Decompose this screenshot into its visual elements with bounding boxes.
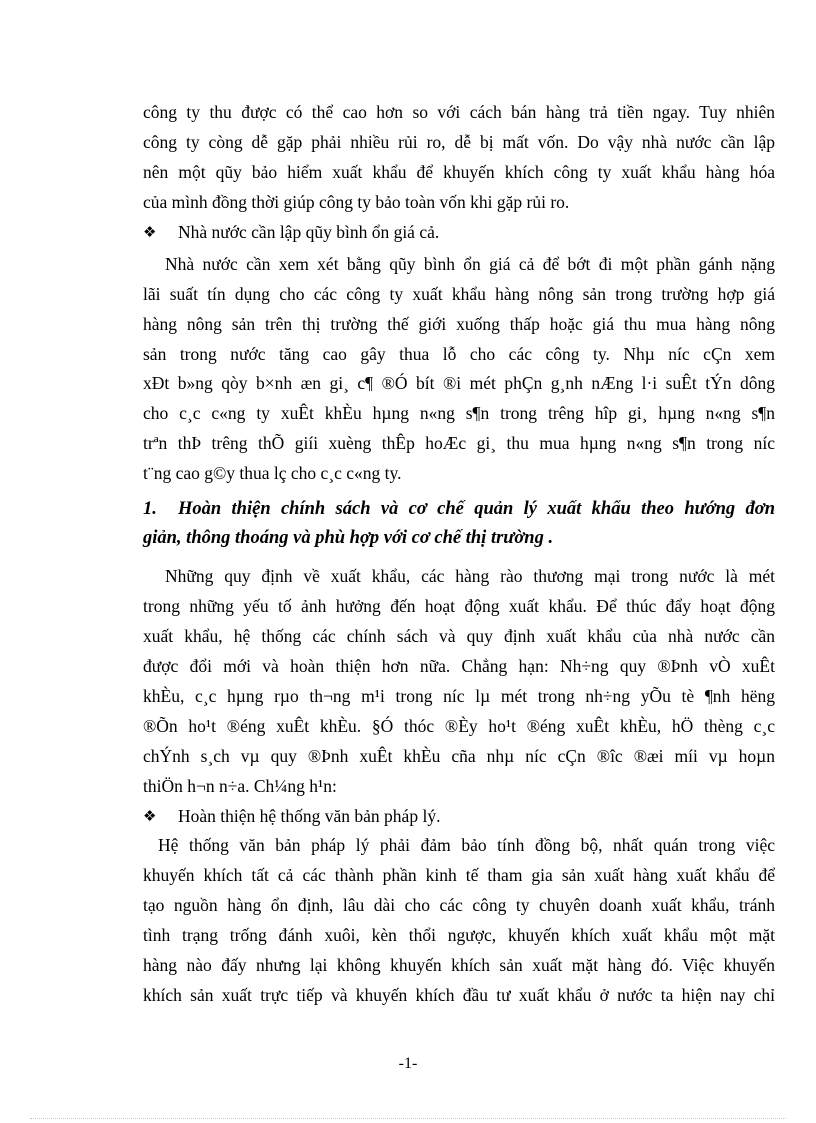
heading-line: giản, thông thoáng và phù hợp với cơ chế thị trường .	[143, 528, 554, 548]
text-line: thiÖn h¬n n÷a. Ch¼ng h¹n:	[143, 776, 337, 796]
text-line: hàng nào đấy nhưng lại không khuyến khích sản xuất mặt hàng đó. Việc khuyến	[143, 955, 775, 975]
text-line: của mình đồng thời giúp công ty bảo toàn vốn khi gặp rủi ro.	[143, 192, 570, 212]
text-line: cho c¸c c«ng ty xuÊt khÈu hµng n«ng s¶n trong trêng hîp gi¸ hµng n«ng s¶n	[143, 403, 775, 423]
bullet-text: Hoàn thiện hệ thống văn bản pháp lý.	[178, 806, 441, 826]
text-line: khuyến khích tất cả các thành phần kinh tế tham gia sản xuất hàng xuất khẩu để	[143, 865, 775, 885]
text-line: hàng nông sản trên thị trường thế giới xuống thấp hoặc giá thu mua hàng nông	[143, 314, 775, 334]
text-line: trªn thÞ trêng thÕ giíi xuèng thÊp hoÆc gi¸ thu mua hµng n«ng s¶n trong níc	[143, 433, 775, 453]
diamond-bullet-icon: ❖	[143, 809, 157, 825]
text-line: xÐt b»ng qòy b×nh æn gi¸ c¶ ®Ó bít ®i mét phÇn g¸nh nÆng l·i suÊt tÝn dông	[143, 373, 775, 393]
text-line: Hệ thống văn bản pháp lý phải đảm bảo tính đồng bộ, nhất quán trong việc	[158, 835, 775, 855]
section-number: 1.	[143, 499, 157, 519]
page-number: -1-	[398, 1055, 418, 1072]
text-line: công ty còng dễ gặp phải nhiều rủi ro, dễ bị mất vốn. Do vậy nhà nước cần lập	[143, 132, 775, 152]
text-line: công ty thu được có thể cao hơn so với cách bán hàng trả tiền ngay. Tuy nhiên	[143, 102, 775, 122]
text-line: sản trong nước tăng cao gây thua lỗ cho các công ty. Nhµ níc cÇn xem	[143, 344, 775, 364]
text-line: lãi suất tín dụng cho các công ty xuất khẩu hàng nông sản trong trường hợp giá	[143, 284, 775, 304]
text-line: Những quy định về xuất khẩu, các hàng rào thương mại trong nước là mét	[165, 566, 775, 586]
text-line: ®Õn ho¹t ®éng xuÊt khÈu. §Ó thóc ®Èy ho¹t ®éng xuÊt khÈu, hÖ thèng c¸c	[143, 716, 775, 736]
text-line: nên một qũy bảo hiểm xuất khẩu để khuyến khích công ty xuất khẩu hàng hóa	[143, 162, 775, 182]
text-line: được đổi mới và hoàn thiện hơn nữa. Chẳng hạn: Nh÷ng quy ®Þnh vÒ xuÊt	[143, 656, 775, 676]
text-line: tình trạng trống đánh xuôi, kèn thổi ngược, khuyến khích xuất khẩu một mặt	[143, 925, 775, 945]
text-line: tạo nguồn hàng ổn định, lâu dài cho các công ty chuyên doanh xuất khẩu, tránh	[143, 895, 775, 915]
heading-line: Hoàn thiện chính sách và cơ chế quản lý xuất khẩu theo hướng đơn	[178, 499, 775, 519]
text-line: trong những yếu tố ảnh hưởng đến hoạt động xuất khẩu. Để thúc đẩy hoạt động	[143, 596, 775, 616]
text-line: khÈu, c¸c hµng rµo th¬ng m¹i trong níc lµ mét trong nh÷ng yÕu tè ¶nh hëng	[143, 686, 775, 706]
text-line: Nhà nước cần xem xét bằng qũy bình ổn giá cả để bớt đi một phần gánh nặng	[165, 254, 775, 274]
page-bottom-edge	[30, 1118, 786, 1119]
text-line: t¨ng cao g©y thua lç cho c¸c c«ng ty.	[143, 463, 402, 483]
diamond-bullet-icon: ❖	[143, 225, 157, 241]
bullet-text: Nhà nước cần lập qũy bình ổn giá cả.	[178, 222, 440, 242]
text-line: khích sản xuất trực tiếp và khuyến khích đầu tư xuất khẩu ở nước ta hiện nay chỉ	[143, 985, 775, 1005]
text-line: xuất khẩu, hệ thống các chính sách và quy định xuất khẩu của nhà nước cần	[143, 626, 775, 646]
text-line: chÝnh s¸ch vµ quy ®Þnh xuÊt khÈu cña nhµ níc cÇn ®îc ®æi míi vµ hoµn	[143, 746, 775, 766]
